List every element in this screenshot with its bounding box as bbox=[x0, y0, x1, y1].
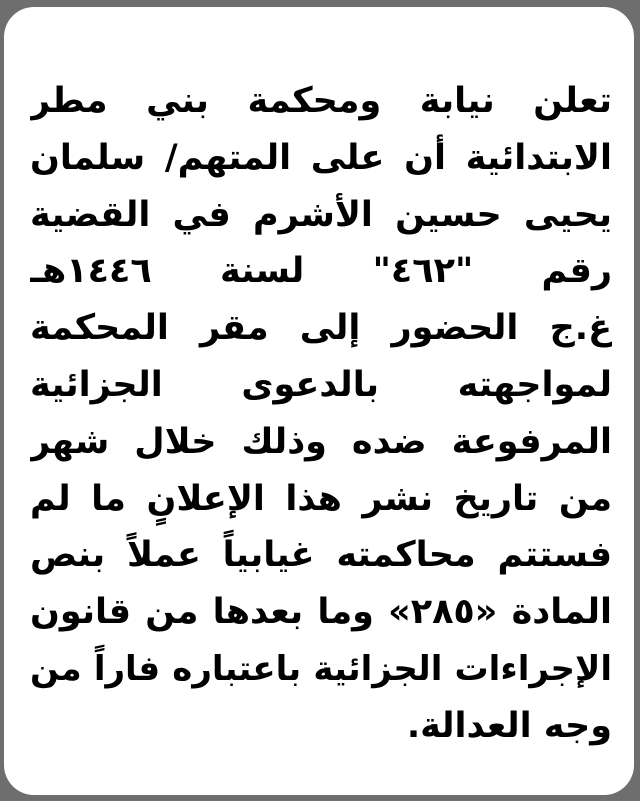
notice-line: لمواجهته بالدعوى الجزائية bbox=[30, 364, 612, 405]
notice-line: رقم "٤٦٢" لسنة ١٤٤٦هـ bbox=[30, 251, 612, 292]
notice-line: من تاريخ نشر هذا الإعلانٍ ما لم bbox=[30, 478, 612, 519]
notice-line: الابتدائية أن على المتهم/ سلمان bbox=[30, 137, 612, 178]
notice-line: تعلن نيابة ومحكمة بني مطر bbox=[30, 81, 612, 121]
notice-line: غ.ج الحضور إلى مقر المحكمة bbox=[30, 308, 612, 349]
notice-line: وجه العدالة. bbox=[406, 705, 612, 746]
notice-line: الإجراءات الجزائية باعتباره فاراً من bbox=[30, 648, 612, 689]
notice-card bbox=[4, 7, 634, 795]
notice-line: فستتم محاكمته غيابياً عملاً بنص bbox=[30, 535, 612, 576]
notice-line: المرفوعة ضده وذلك خلال شهر bbox=[30, 421, 612, 462]
notice-text bbox=[30, 73, 612, 755]
notice-line: يحيى حسين الأشرم في القضية bbox=[30, 194, 612, 235]
notice-line: المادة «٢٨٥» وما بعدها من قانون bbox=[30, 592, 612, 633]
